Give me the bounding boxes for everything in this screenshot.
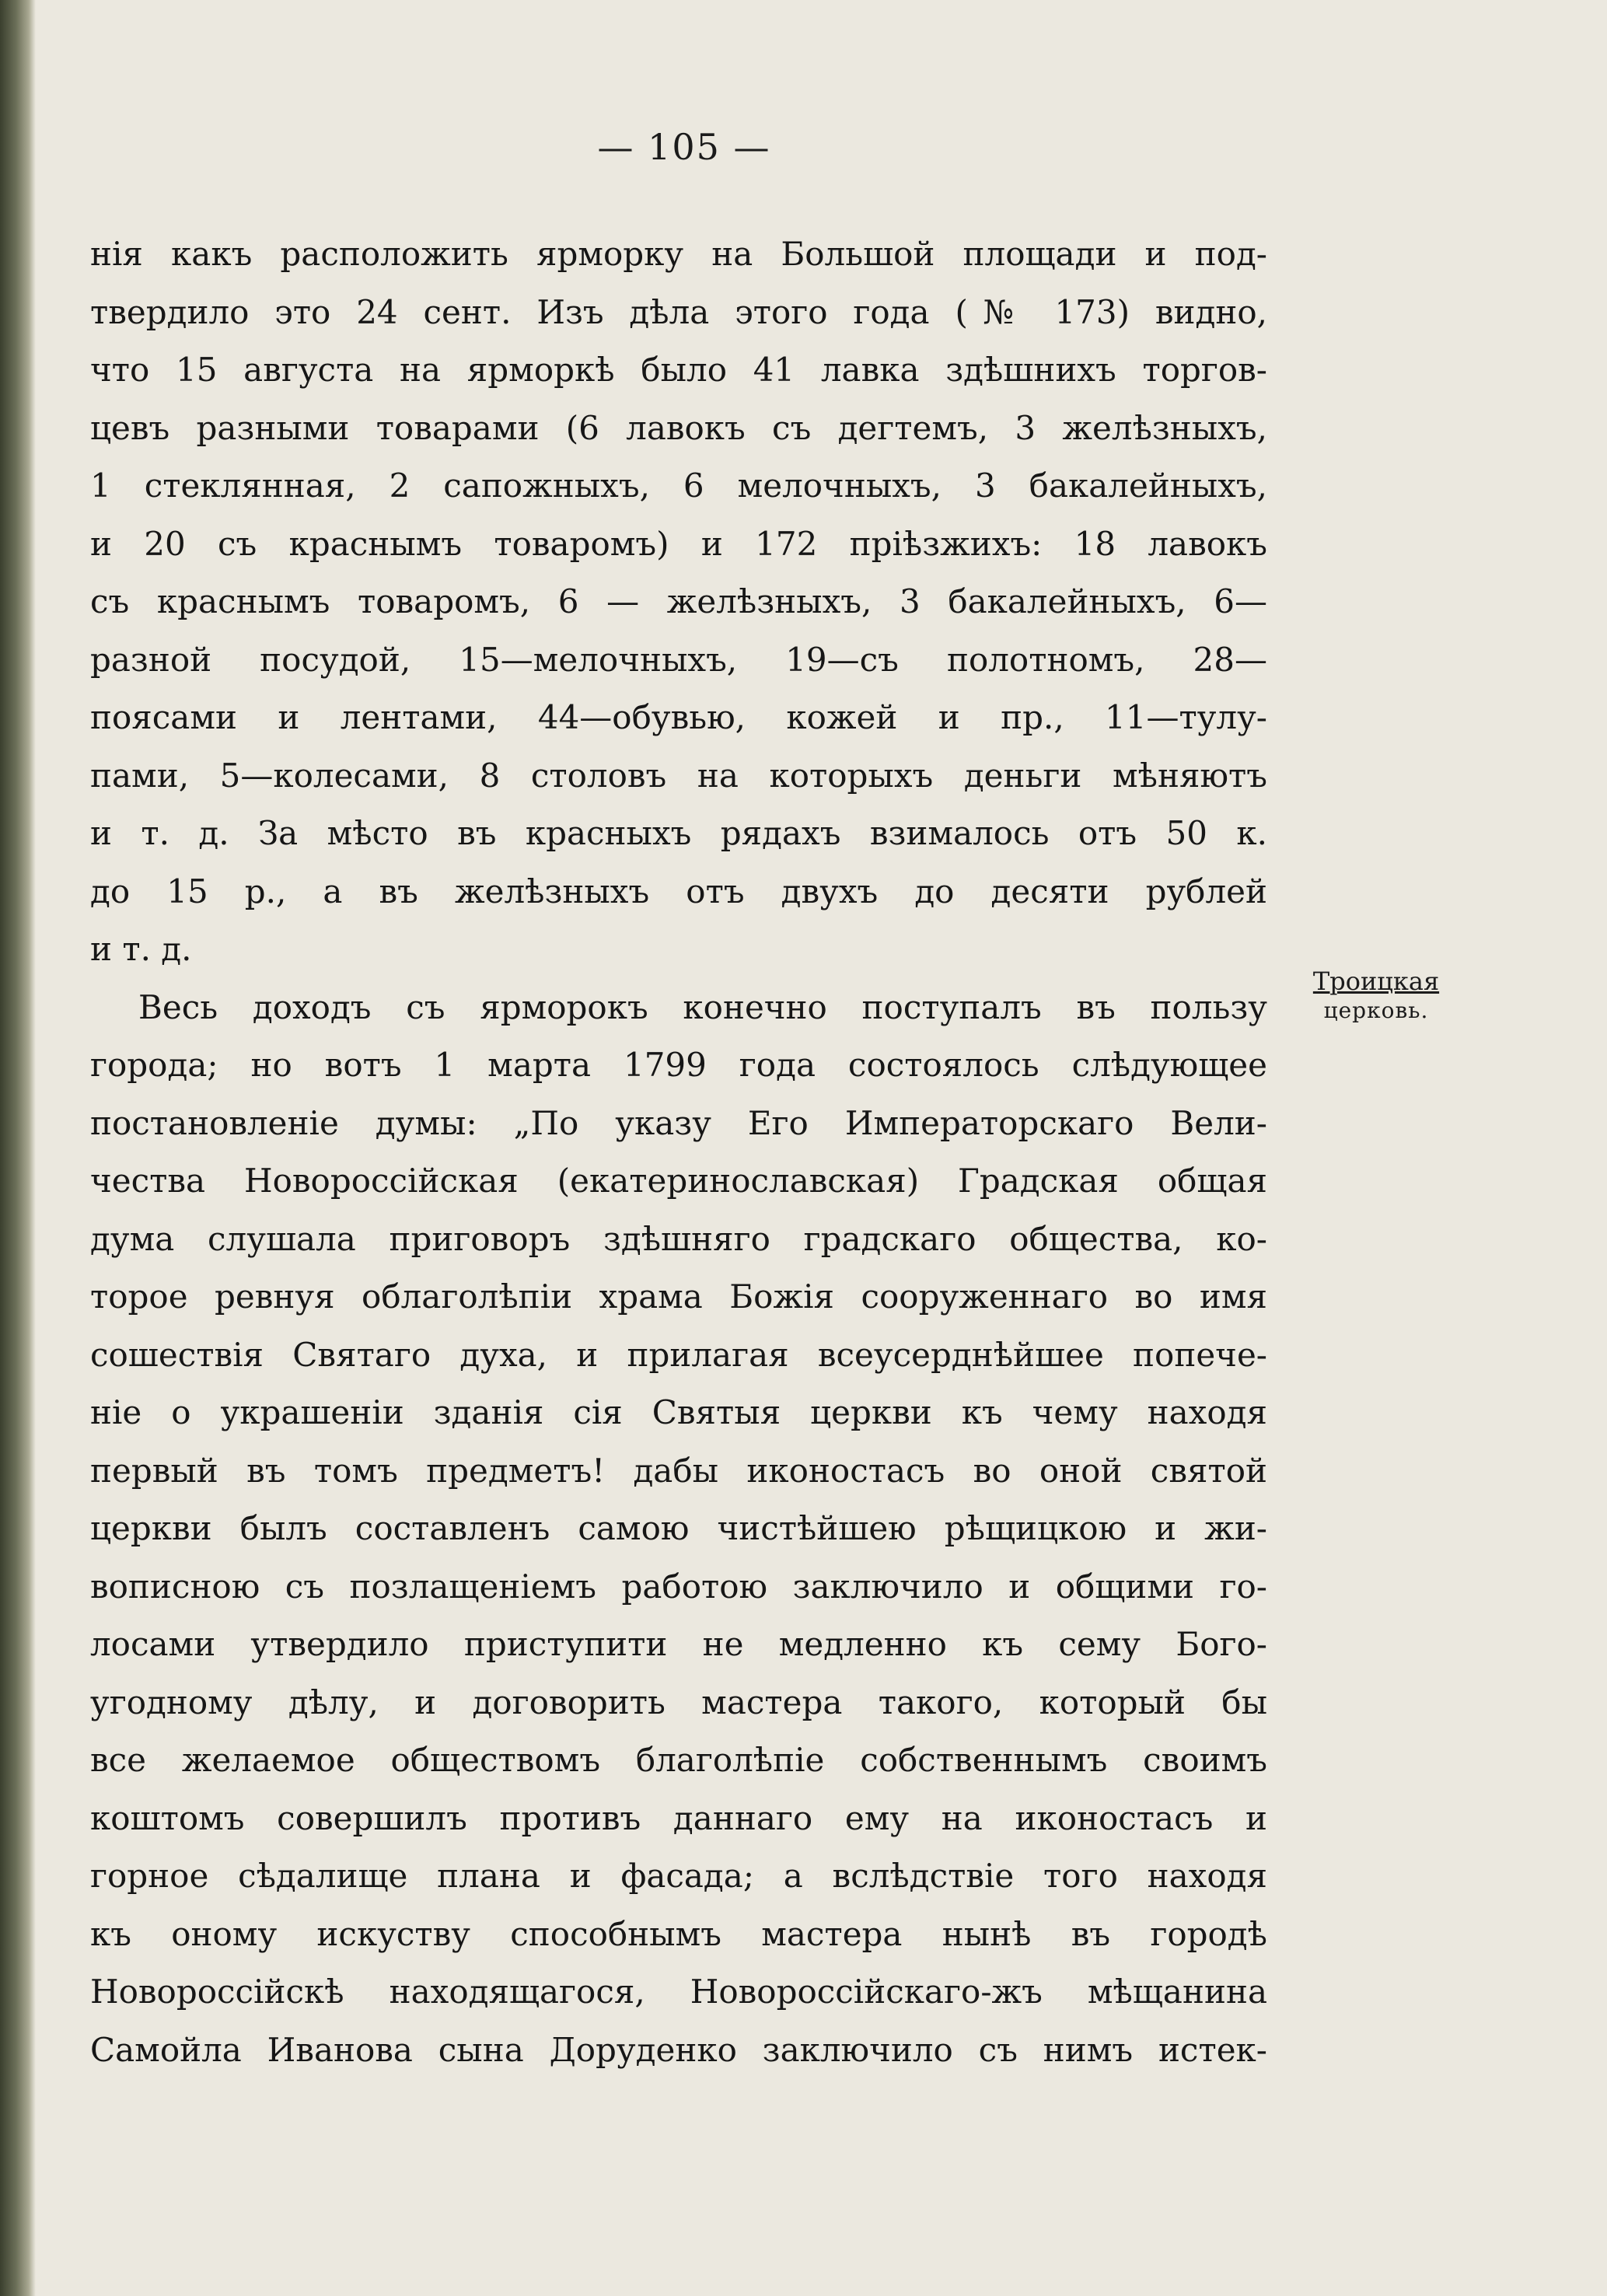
text-line: нія какъ расположить ярморку на Большой площади и под- bbox=[90, 235, 1267, 273]
text-line: церкви былъ составленъ самою чистѣйшею рѣщицкою и жи- bbox=[90, 1509, 1267, 1547]
text-line: Новороссійскѣ находящагося, Новороссійскаго-жъ мѣщанина bbox=[90, 1973, 1267, 2011]
text-line: вописною съ позлащеніемъ работою заключило и общими го- bbox=[90, 1567, 1267, 1606]
text-line: ніе о украшеніи зданія сія Святыя церкви къ чему находя bbox=[90, 1393, 1267, 1431]
text-line: первый въ томъ предметъ! дабы иконостасъ во оной святой bbox=[90, 1451, 1267, 1490]
text-line: поясами и лентами, 44—обувью, кожей и пр., 11—тулу- bbox=[90, 698, 1267, 736]
text-line: чества Новороссійская (екатеринославская) Градская общая bbox=[90, 1162, 1267, 1200]
text-line: постановленіе думы: „По указу Его Императорскаго Вели- bbox=[90, 1103, 1267, 1142]
text-line: 1 стеклянная, 2 сапожныхъ, 6 мелочныхъ, 3 бакалейныхъ, bbox=[90, 467, 1267, 505]
text-line: цевъ разными товарами (6 лавокъ съ дегтемъ, 3 желѣзныхъ, bbox=[90, 408, 1267, 447]
text-line: все желаемое обществомъ благолѣпіе собственнымъ своимъ bbox=[90, 1741, 1267, 1779]
text-line: твердило это 24 сент. Изъ дѣла этого года (№ 173) видно, bbox=[90, 292, 1267, 331]
margin-note-subtitle: церковь. bbox=[1323, 998, 1429, 1023]
margin-note-title: Троицкая bbox=[1312, 966, 1440, 996]
text-line: города; но вотъ 1 марта 1799 года состоялось слѣдующее bbox=[90, 1046, 1267, 1084]
margin-note bbox=[1291, 966, 1462, 1025]
text-line: коштомъ совершилъ противъ даннаго ему на иконостасъ и bbox=[90, 1798, 1267, 1837]
book-spine-shadow bbox=[0, 0, 36, 2296]
text-line: разной посудой, 15—мелочныхъ, 19—съ полотномъ, 28— bbox=[90, 640, 1267, 679]
text-line: Весь доходъ съ ярморокъ конечно поступалъ въ пользу bbox=[138, 987, 1267, 1026]
text-line: угодному дѣлу, и договорить мастера такого, который бы bbox=[90, 1683, 1267, 1721]
text-line: и т. д. За мѣсто въ красныхъ рядахъ взималось отъ 50 к. bbox=[90, 814, 1267, 852]
page-number: — 105 — bbox=[597, 126, 771, 168]
text-line: торое ревнуя облаголѣпіи храма Божія сооруженнаго во имя bbox=[90, 1277, 1267, 1316]
text-line: и т. д. bbox=[90, 930, 192, 968]
text-line: съ краснымъ товаромъ, 6 — желѣзныхъ, 3 бакалейныхъ, 6— bbox=[90, 582, 1267, 620]
text-line: Самойла Иванова сына Доруденко заключило съ нимъ истек- bbox=[90, 2030, 1267, 2069]
text-line: и 20 съ краснымъ товаромъ) и 172 пріѣзжихъ: 18 лавокъ bbox=[90, 524, 1267, 563]
text-line: дума слушала приговоръ здѣшняго градскаго общества, ко- bbox=[90, 1219, 1267, 1258]
text-line: горное сѣдалище плана и фасада; а вслѣдствіе того находя bbox=[90, 1857, 1267, 1895]
text-line: сошествія Святаго духа, и прилагая всеусерднѣйшее попече- bbox=[90, 1335, 1267, 1374]
text-line: пами, 5—колесами, 8 столовъ на которыхъ деньги мѣняютъ bbox=[90, 756, 1267, 795]
text-line: что 15 августа на ярморкѣ было 41 лавка здѣшнихъ торгов- bbox=[90, 351, 1267, 389]
text-line: лосами утвердило приступити не медленно къ сему Бого- bbox=[90, 1625, 1267, 1663]
text-line: до 15 р., а въ желѣзныхъ отъ двухъ до десяти рублей bbox=[90, 872, 1267, 910]
body-text bbox=[90, 225, 1267, 2079]
text-line: къ оному искуству способнымъ мастера нынѣ въ городѣ bbox=[90, 1914, 1267, 1953]
